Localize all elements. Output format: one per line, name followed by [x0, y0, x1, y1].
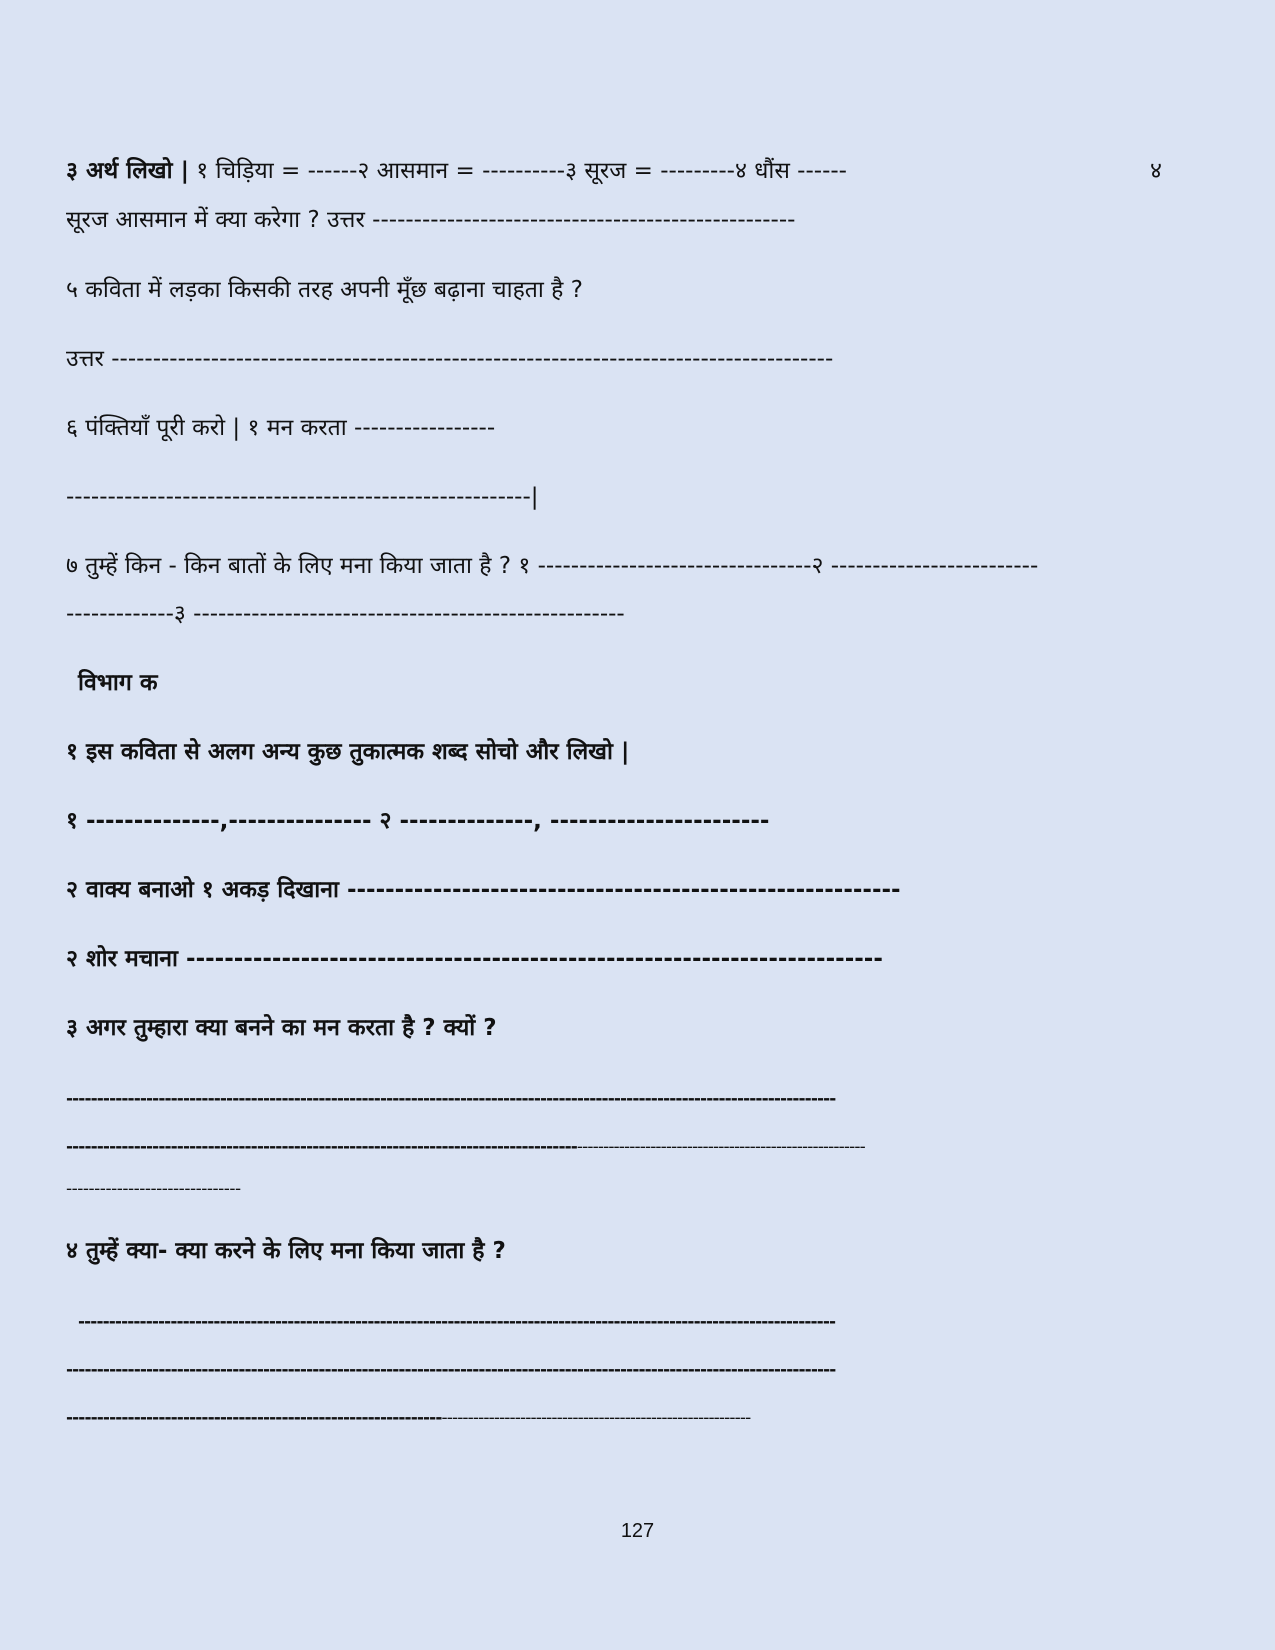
s2-line2: २ शोर मचाना -------------------------------------------------------------------------	[66, 946, 883, 972]
q3-lead: ३ अर्थ लिखो |	[66, 158, 189, 184]
q3-meaning-line	[66, 156, 847, 186]
q7-line2: -------------३ ----------------------------------------------------	[66, 601, 625, 627]
s3-question: ३ अगर तुम्हारा क्या बनने का मन करता है ? क्यों ?	[66, 1015, 497, 1041]
s3-answer2-thin: -------------------------------------------------------	[576, 1137, 865, 1157]
s3-answer-line-1: -----------------------------------------------------------------------------------------------------------------------------	[66, 1089, 836, 1109]
s1-blanks: १ --------------,--------------- २ --------------, -----------------------	[66, 808, 770, 834]
page-number: 127	[620, 1520, 655, 1542]
q5-question: ५ कविता में लड़का किसकी तरह अपनी मूँछ बढ़ाना चाहता है ?	[66, 277, 583, 303]
s4-answer3-thin: -----------------------------------------------------------	[441, 1408, 751, 1428]
q3-tab-number: ४	[1150, 158, 1162, 184]
section-title: विभाग क	[78, 670, 158, 696]
s2-line1: २ वाक्य बनाओ १ अकड़ दिखाना ----------------------------------------------------------	[66, 877, 901, 903]
s4-answer3-bold: -------------------------------------------------------------	[66, 1408, 442, 1428]
q6-blank: --------------------------------------------------------|	[66, 484, 539, 510]
s3-answer-line-2	[66, 1132, 865, 1162]
s4-question: ४ तुम्हें क्या- क्या करने के लिए मना किया जाता है ?	[66, 1238, 506, 1264]
s4-answer-line-3	[66, 1403, 750, 1433]
s4-answer-line-2: -----------------------------------------------------------------------------------------------------------------------------	[66, 1360, 836, 1380]
q5-answer-line: उत्तर ---------------------------------------------------------------------------------------	[66, 346, 834, 372]
q7-line1: ७ तुम्हें किन - किन बातों के लिए मना किया जाता है ? १ ---------------------------------२ -------------------------	[66, 553, 1039, 579]
q3-sun-question: सूरज आसमान में क्या करेगा ? उत्तर ---------------------------------------------------	[66, 207, 796, 233]
q3-items: १ चिड़िया = ------२ आसमान = ----------३ सूरज = ---------४ धौंस ------	[188, 158, 847, 184]
s3-answer-line-3: -------------------------------	[66, 1179, 241, 1199]
s1-question: १ इस कविता से अलग अन्य कुछ तुकात्मक शब्द सोचो और लिखो |	[66, 739, 630, 765]
s3-answer2-bold: -----------------------------------------------------------------------------------	[66, 1137, 577, 1157]
q6-prompt: ६ पंक्तियाँ पूरी करो | १ मन करता -----------------	[66, 415, 496, 441]
s4-answer-line-1: ---------------------------------------------------------------------------------------------------------------------------	[78, 1312, 836, 1332]
